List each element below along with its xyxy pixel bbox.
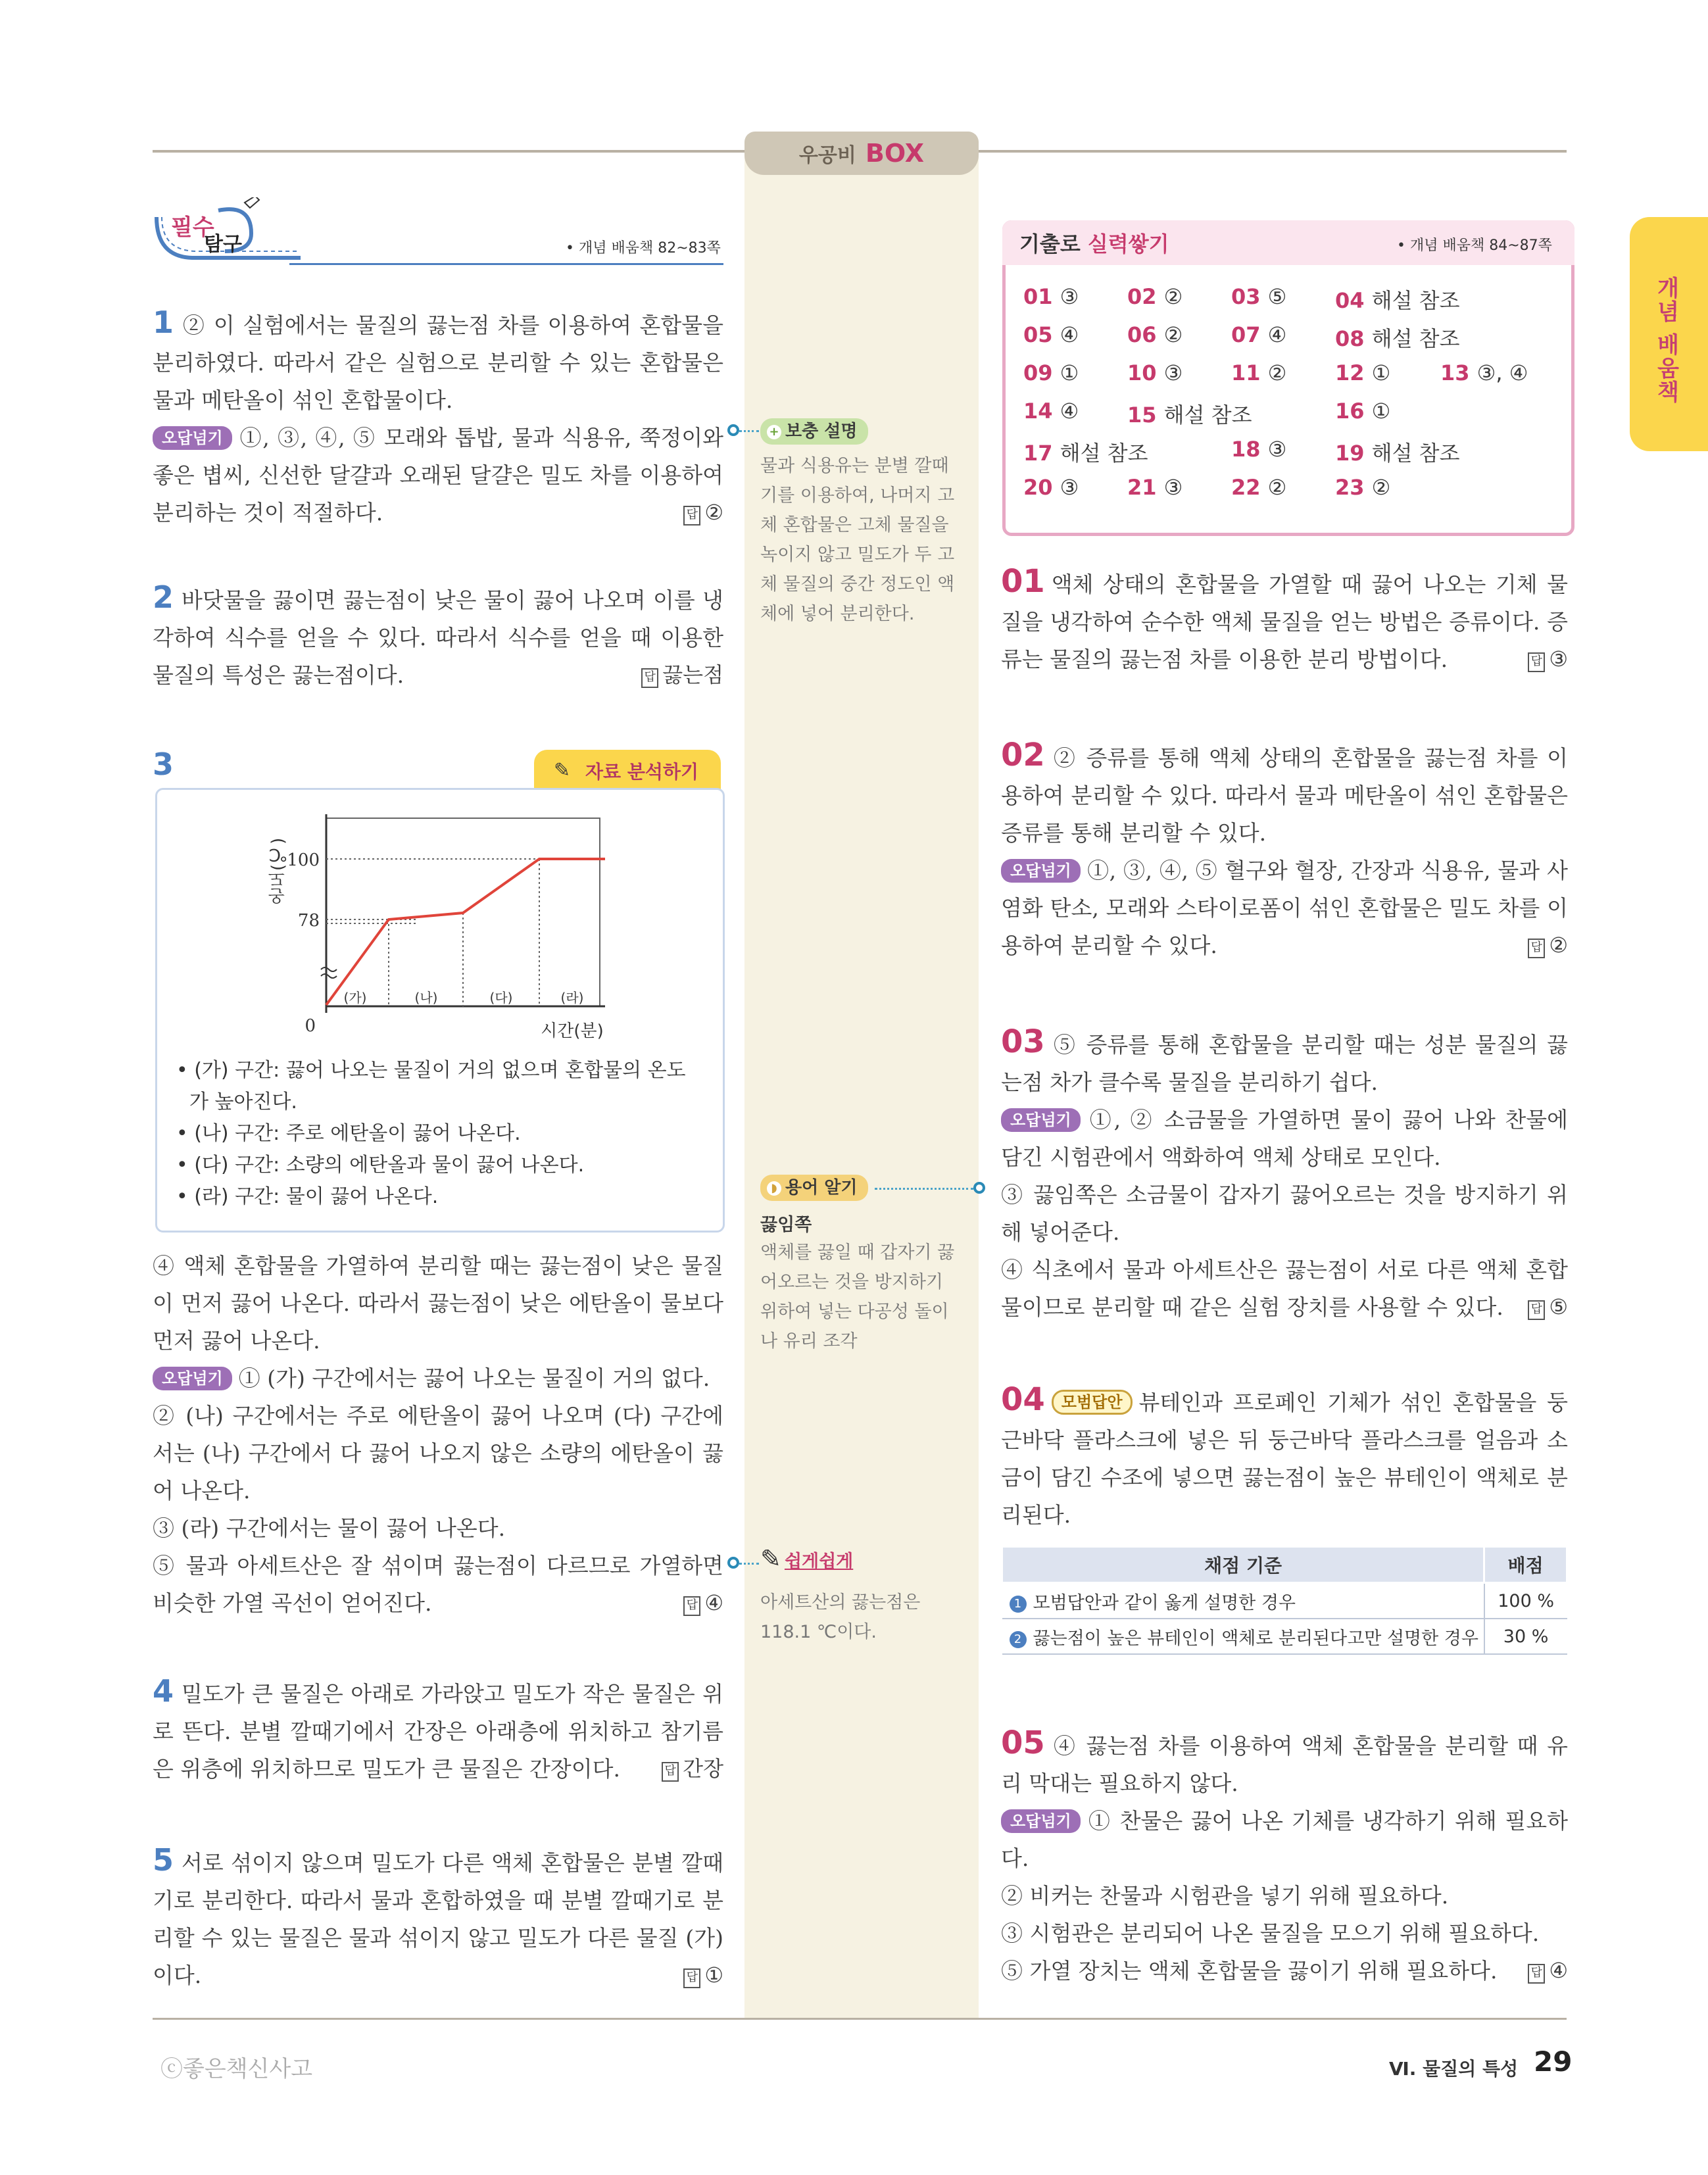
- answer-grid-answer: ②: [1371, 475, 1391, 500]
- q3-badge: 오답넘기: [153, 1367, 232, 1390]
- note1-title-pill: [760, 418, 868, 445]
- r05-answer-value: ④: [1549, 1958, 1568, 1983]
- answer-grid-item: [1023, 399, 1079, 424]
- answer-grid-number: 16: [1335, 399, 1372, 424]
- q2-text: 바닷물을 끓이면 끓는점이 낮은 물이 끓어 나오며 이를 냉각하여 식수를 얻을 수 있다. 따라서 식수를 얻을 때 이용한 물질의 특성은 끓는점이다.: [153, 587, 723, 688]
- tick-78: 78: [297, 911, 320, 931]
- footer-chapter: Ⅵ. 물질의 특성: [1389, 2058, 1519, 2080]
- answer-grid-item: [1127, 360, 1183, 385]
- q3-number: 3: [153, 746, 174, 782]
- answer-grid-item: [1335, 322, 1460, 353]
- r04-number: 04: [1001, 1381, 1045, 1418]
- r01-block: [1001, 563, 1568, 678]
- q3-bullets: [176, 1055, 702, 1213]
- note2-title-pill: [760, 1175, 868, 1201]
- q2-number: 2: [153, 579, 174, 615]
- q5-text: 서로 섞이지 않으며 밀도가 다른 액체 혼합물은 분별 깔때기로 분리한다. 따라서 물과 혼합하였을 때 분별 깔때기로 분리할 수 있는 물질은 물과 섞이지 않고 밀도가 다른 물질 (가)이다.: [153, 1850, 723, 1988]
- q1-answer-value: ②: [704, 500, 723, 525]
- heating-curve-line: [326, 859, 605, 1005]
- clip-icon: ✎: [554, 759, 571, 782]
- q3-bullet: • (다) 구간: 소량의 에탄올과 물이 끓어 나온다.: [176, 1154, 585, 1177]
- logo-underline: [289, 263, 723, 265]
- r05-badge: 오답넘기: [1001, 1809, 1081, 1833]
- criteria-text: 끓는점이 높은 뷰테인이 액체로 분리된다고만 설명한 경우: [1033, 1628, 1478, 1649]
- q4-answer: [662, 1750, 723, 1788]
- r03-text: ⑤ 증류를 통해 혼합물을 분리할 때는 성분 물질의 끓는점 차가 클수록 물질을 분리하기 쉽다.: [1001, 1032, 1568, 1095]
- scoring-criteria-cell: [1002, 1619, 1484, 1654]
- note1: [760, 418, 868, 445]
- note2-title: 용어 알기: [785, 1178, 858, 1198]
- table-row: [1002, 1583, 1567, 1619]
- scoring-table-header: [1002, 1547, 1567, 1583]
- axis-break-icon: [321, 967, 337, 978]
- r05-wrong-3: ③ 시험관은 분리되어 나온 물질을 모으기 위해 필요하다.: [1001, 1920, 1540, 1946]
- answer-icon: 답: [641, 668, 658, 688]
- answer-grid-item: [1127, 284, 1183, 309]
- answer-grid-number: 04: [1335, 288, 1372, 313]
- answer-grid-item: [1023, 360, 1079, 385]
- box-tab: [744, 132, 979, 175]
- r03-wrong-3: ③ 끓임쪽은 소금물이 갑자기 끓어오르는 것을 방지하기 위해 넣어준다.: [1001, 1182, 1568, 1245]
- answer-grid-item: [1335, 284, 1460, 314]
- r01-answer: [1528, 641, 1568, 678]
- q3-explanation: [153, 1247, 723, 1622]
- answer-grid-number: 10: [1127, 360, 1164, 385]
- answer-grid-number: 06: [1127, 322, 1164, 347]
- segment-a: (가): [343, 990, 367, 1006]
- note2: [760, 1175, 868, 1201]
- scoring-criteria-cell: [1002, 1583, 1484, 1619]
- answer-grid-number: 18: [1231, 437, 1268, 462]
- answer-icon: 답: [662, 1762, 679, 1782]
- r05-answer: [1528, 1952, 1568, 1990]
- answer-grid-answer: ③: [1060, 475, 1079, 500]
- answer-grid-number: 07: [1231, 322, 1268, 347]
- r03-block: [1001, 1023, 1568, 1326]
- answer-grid-answer: ①: [1060, 360, 1079, 385]
- r01-number: 01: [1001, 563, 1045, 600]
- q5-block: [153, 1842, 723, 1994]
- r04-block: [1001, 1381, 1568, 1534]
- answer-grid-answer: ③, ④: [1476, 360, 1528, 385]
- r02-block: [1001, 737, 1568, 964]
- criteria-text: 모범답안과 같이 옳게 설명한 경우: [1033, 1592, 1296, 1613]
- answer-grid-answer: 해설 참조: [1371, 326, 1460, 351]
- answer-grid-item: [1231, 360, 1286, 385]
- answer-grid-item: [1127, 475, 1183, 500]
- q5-answer: [683, 1957, 723, 1994]
- q1-number: 1: [153, 305, 174, 340]
- bottom-rule: [153, 2018, 1567, 2020]
- segment-d: (라): [560, 990, 584, 1006]
- note1-title: 보충 설명: [785, 422, 858, 441]
- logo-bottom-text: 탐구: [204, 233, 242, 256]
- answer-grid-item: [1335, 437, 1460, 467]
- r03-number: 03: [1001, 1023, 1045, 1060]
- box-label-1: 우공비: [798, 144, 856, 167]
- row-index: 1: [1010, 1596, 1027, 1613]
- q5-number: 5: [153, 1842, 174, 1878]
- answer-grid-item: [1023, 284, 1079, 309]
- answer-grid-answer: ②: [1267, 360, 1287, 385]
- answer-icon: 답: [1528, 939, 1545, 958]
- r01-text: 액체 상태의 혼합물을 가열할 때 끓어 나오는 기체 물질을 냉각하여 순수한 액체 물질을 얻는 방법은 증류이다. 증류는 물질의 끓는점 차를 이용한 분리 방법이다.: [1001, 572, 1568, 672]
- connector-line: [875, 1188, 973, 1190]
- grid-ref: • 개념 배움책 84~87쪽: [1397, 237, 1552, 254]
- answer-grid-item: [1231, 475, 1286, 500]
- grid-title: [1019, 228, 1169, 258]
- answer-grid-item: [1023, 322, 1079, 347]
- heating-curve-chart: [250, 808, 618, 1044]
- r02-answer-value: ②: [1549, 933, 1568, 958]
- grid-title-1: 기출로: [1019, 232, 1088, 257]
- answer-grid-item: [1231, 437, 1286, 462]
- score-cell: 30 %: [1484, 1619, 1567, 1654]
- r04-badge: 모범답안: [1052, 1390, 1133, 1415]
- q2-answer: [641, 656, 723, 694]
- connector-line: [739, 1563, 759, 1565]
- answer-grid-answer: ①: [1371, 360, 1391, 385]
- book-icon: ◗: [767, 1181, 781, 1196]
- connector-dot: [727, 424, 739, 436]
- answer-grid-number: 20: [1023, 475, 1060, 500]
- tick-100: 100: [287, 850, 320, 870]
- note3-title: 쉽게쉽게: [784, 1552, 854, 1572]
- q5-answer-value: ①: [704, 1963, 723, 1988]
- q4-number: 4: [153, 1673, 174, 1709]
- r05-wrong-1: ① 찬물은 끓어 나온 기체를 냉각하기 위해 필요하다.: [1001, 1808, 1568, 1871]
- answer-grid-answer: 해설 참조: [1163, 403, 1252, 428]
- x-axis-label: 시간(분): [541, 1021, 604, 1041]
- footer-publisher: ⓒ좋은책신사고: [160, 2056, 313, 2082]
- q4-answer-value: 간장: [683, 1756, 723, 1781]
- note3-text: 아세트산의 끓는점은 118.1 ℃이다.: [760, 1592, 921, 1642]
- segment-b: (나): [414, 990, 438, 1006]
- answer-grid-number: 17: [1023, 441, 1060, 466]
- scoring-table: [1001, 1546, 1568, 1655]
- q3-wrong-2: ② (나) 구간에서는 주로 에탄올이 끓어 나오며 (다) 구간에서는 (나) 구간에서 다 끓어 나오지 않은 소량의 에탄올이 끓어 나온다.: [153, 1403, 723, 1503]
- grid-title-2: 실력쌓기: [1087, 232, 1169, 257]
- note3: [760, 1544, 853, 1573]
- connector-dot: [727, 1557, 739, 1569]
- scoring-header-score: 배점: [1484, 1547, 1567, 1583]
- answer-grid-answer: ①: [1371, 399, 1391, 424]
- r05-wrong-5: ⑤ 가열 장치는 액체 혼합물을 끓이기 위해 필요하다.: [1001, 1958, 1498, 1984]
- answer-grid-answer: ②: [1163, 284, 1183, 309]
- answer-grid-number: 13: [1440, 360, 1477, 385]
- answer-icon: 답: [1528, 1964, 1545, 1984]
- answer-grid-number: 21: [1127, 475, 1164, 500]
- connector-dot: [973, 1182, 985, 1194]
- answer-grid-number: 11: [1231, 360, 1268, 385]
- r03-answer-value: ⑤: [1549, 1294, 1568, 1319]
- q3-bullet: • (가) 구간: 끓어 나오는 물질이 거의 없으며 혼합물의 온도가 높아진다.: [176, 1059, 686, 1113]
- answer-grid-item: [1023, 437, 1148, 467]
- answer-grid-number: 19: [1335, 441, 1372, 466]
- answer-grid-answer: ②: [1267, 475, 1287, 500]
- r05-wrong-2: ② 비커는 찬물과 시험관을 넣기 위해 필요하다.: [1001, 1883, 1449, 1909]
- note2-text: 액체를 끓일 때 갑자기 끓어오르는 것을 방지하기 위하여 넣는 다공성 돌이나 유리 조각: [760, 1242, 955, 1352]
- r02-wrong: ①, ③, ④, ⑤ 혈구와 혈장, 간장과 식용유, 물과 사염화 탄소, 모래와 스타이로폼이 섞인 혼합물은 밀도 차를 이용하여 분리할 수 있다.: [1001, 858, 1568, 958]
- answer-grid-answer: 해설 참조: [1060, 441, 1148, 466]
- r02-badge: 오답넘기: [1001, 859, 1081, 883]
- box-label-2: BOX: [865, 139, 925, 168]
- answer-icon: 답: [1528, 1300, 1545, 1320]
- q3-wrong-3: ③ (라) 구간에서는 물이 끓어 나온다.: [153, 1515, 506, 1541]
- pencil-icon: ✎: [760, 1544, 781, 1573]
- q1-wrong: ①, ③, ④, ⑤ 모래와 톱밥, 물과 식용유, 쭉정이와 좋은 볍씨, 신선한 달걀과 오래된 달걀은 밀도 차를 이용하여 분리하는 것이 적절하다.: [153, 425, 723, 525]
- answer-grid-answer: ②: [1163, 322, 1183, 347]
- answer-grid-answer: ⑤: [1267, 284, 1287, 309]
- answer-grid-number: 01: [1023, 284, 1060, 309]
- q3-wrong-5: ⑤ 물과 아세트산은 잘 섞이며 끓는점이 다르므로 가열하면 비슷한 가열 곡선이 얻어진다.: [153, 1553, 723, 1616]
- answer-grid-answer: 해설 참조: [1371, 441, 1460, 466]
- answer-grid-number: 23: [1335, 475, 1372, 500]
- q1-text: ② 이 실험에서는 물질의 끓는점 차를 이용하여 혼합물을 분리하였다. 따라서 같은 실험으로 분리할 수 있는 혼합물은 물과 메탄올이 섞인 혼합물이다.: [153, 312, 723, 413]
- answer-grid-item: [1127, 322, 1183, 347]
- plus-icon: +: [767, 425, 781, 439]
- answer-grid-number: 09: [1023, 360, 1060, 385]
- answer-grid-answer: ④: [1060, 399, 1079, 424]
- answer-grid-item: [1023, 475, 1079, 500]
- logo-top-text: 필수: [171, 214, 214, 241]
- answer-grid-item: [1440, 360, 1528, 385]
- q3-number-wrap: [153, 746, 182, 782]
- answer-grid-answer: ③: [1267, 437, 1287, 462]
- q4-block: [153, 1673, 723, 1788]
- answer-grid-number: 22: [1231, 475, 1268, 500]
- answer-grid-number: 08: [1335, 326, 1372, 351]
- answer-grid-item: [1231, 284, 1286, 309]
- section-logo: [153, 197, 309, 270]
- answer-grid-number: 15: [1127, 403, 1164, 428]
- q3-bullet: • (나) 구간: 주로 에탄올이 끓어 나온다.: [176, 1122, 521, 1145]
- answer-grid-answer: ③: [1163, 475, 1183, 500]
- left-ref: • 개념 배움책 82~83쪽: [566, 240, 721, 257]
- q1-block: [153, 304, 723, 531]
- answer-grid-number: 12: [1335, 360, 1372, 385]
- answer-icon: 답: [1528, 652, 1545, 672]
- r03-badge: 오답넘기: [1001, 1108, 1081, 1132]
- answer-grid-number: 03: [1231, 284, 1268, 309]
- answer-grid-answer: ④: [1267, 322, 1287, 347]
- side-tab-label: 개념 배움책: [1653, 276, 1679, 404]
- q3-tag: [534, 750, 721, 791]
- answer-grid-number: 02: [1127, 284, 1164, 309]
- r05-block: [1001, 1724, 1568, 1990]
- row-index: 2: [1010, 1631, 1027, 1648]
- r03-wrong-4: ④ 식초에서 물과 아세트산은 끓는점이 서로 다른 액체 혼합물이므로 분리할 때 같은 실험 장치를 사용할 수 있다.: [1001, 1257, 1568, 1320]
- score-cell: 100 %: [1484, 1583, 1567, 1619]
- answer-grid-number: 05: [1023, 322, 1060, 347]
- r02-number: 02: [1001, 737, 1045, 773]
- answer-icon: 답: [683, 1968, 700, 1988]
- q3-answer-value: ④: [704, 1590, 723, 1615]
- q3-text: ④ 액체 혼합물을 가열하여 분리할 때는 끓는점이 낮은 물질이 먼저 끓어 나온다. 따라서 끓는점이 낮은 에탄올이 물보다 먼저 끓어 나온다.: [153, 1253, 723, 1354]
- table-row: [1002, 1619, 1567, 1654]
- note2-term: 끓임쪽: [760, 1215, 812, 1235]
- answer-grid-item: [1127, 399, 1252, 429]
- r03-answer: [1528, 1288, 1568, 1326]
- r05-number: 05: [1001, 1724, 1045, 1761]
- q3-bullet: • (라) 구간: 물이 끓어 나온다.: [176, 1185, 439, 1208]
- r02-text: ② 증류를 통해 액체 상태의 혼합물을 끓는점 차를 이용하여 분리할 수 있다. 따라서 물과 메탄올이 섞인 혼합물은 증류를 통해 분리할 수 있다.: [1001, 745, 1568, 846]
- q2-block: [153, 579, 723, 694]
- answer-grid-answer: 해설 참조: [1371, 288, 1460, 313]
- r04-text: 뷰테인과 프로페인 기체가 섞인 혼합물을 둥근바닥 플라스크에 넣은 뒤 둥근바닥 플라스크를 얼음과 소금이 담긴 수조에 넣으면 끓는점이 높은 뷰테인이 액체로 분리된다.: [1001, 1390, 1568, 1528]
- connector-line: [739, 430, 759, 432]
- segment-c: (다): [489, 990, 513, 1006]
- answer-grid-answer: ③: [1163, 360, 1183, 385]
- answer-grid-number: 14: [1023, 399, 1060, 424]
- q3-answer: [683, 1584, 723, 1622]
- answer-icon: 답: [683, 1596, 700, 1616]
- q2-answer-value: 끓는점: [662, 662, 723, 687]
- r03-wrong-1: ①, ② 소금물을 가열하면 물이 끓어 나와 찬물에 담긴 시험관에서 액화하여 액체 상태로 모인다.: [1001, 1107, 1568, 1170]
- answer-grid-item: [1335, 360, 1390, 385]
- answer-grid-item: [1335, 475, 1390, 500]
- tick-origin: 0: [305, 1016, 316, 1036]
- y-axis-label: 온도(℃): [268, 837, 288, 905]
- q4-text: 밀도가 큰 물질은 아래로 가라앉고 밀도가 작은 물질은 위로 뜬다. 분별 깔때기에서 간장은 아래층에 위치하고 참기름은 위층에 위치하므로 밀도가 큰 물질은 간장이다.: [153, 1681, 723, 1782]
- r05-text: ④ 끓는점 차를 이용하여 액체 혼합물을 분리할 때 유리 막대는 필요하지 않다.: [1001, 1733, 1568, 1796]
- answer-icon: 답: [683, 506, 700, 525]
- r01-answer-value: ③: [1549, 647, 1568, 672]
- scoring-header-criteria: 채점 기준: [1002, 1547, 1484, 1583]
- answer-grid-answer: ③: [1060, 284, 1079, 309]
- page-number: 29: [1534, 2045, 1573, 2078]
- q1-badge: 오답넘기: [153, 426, 232, 450]
- q3-tag-label: 자료 분석하기: [585, 761, 699, 783]
- answer-grid-answer: ④: [1060, 322, 1079, 347]
- note1-text: 물과 식용유는 분별 깔때기를 이용하여, 나머지 고체 혼합물은 고체 물질을 녹이지 않고 밀도가 두 고체 물질의 중간 정도인 액체에 넣어 분리한다.: [760, 456, 955, 624]
- q3-wrong-1: ① (가) 구간에서는 끓어 나오는 물질이 거의 없다.: [238, 1365, 710, 1391]
- answer-grid-item: [1231, 322, 1286, 347]
- r02-answer: [1528, 927, 1568, 964]
- q1-answer: [683, 494, 723, 531]
- answer-grid-item: [1335, 399, 1390, 424]
